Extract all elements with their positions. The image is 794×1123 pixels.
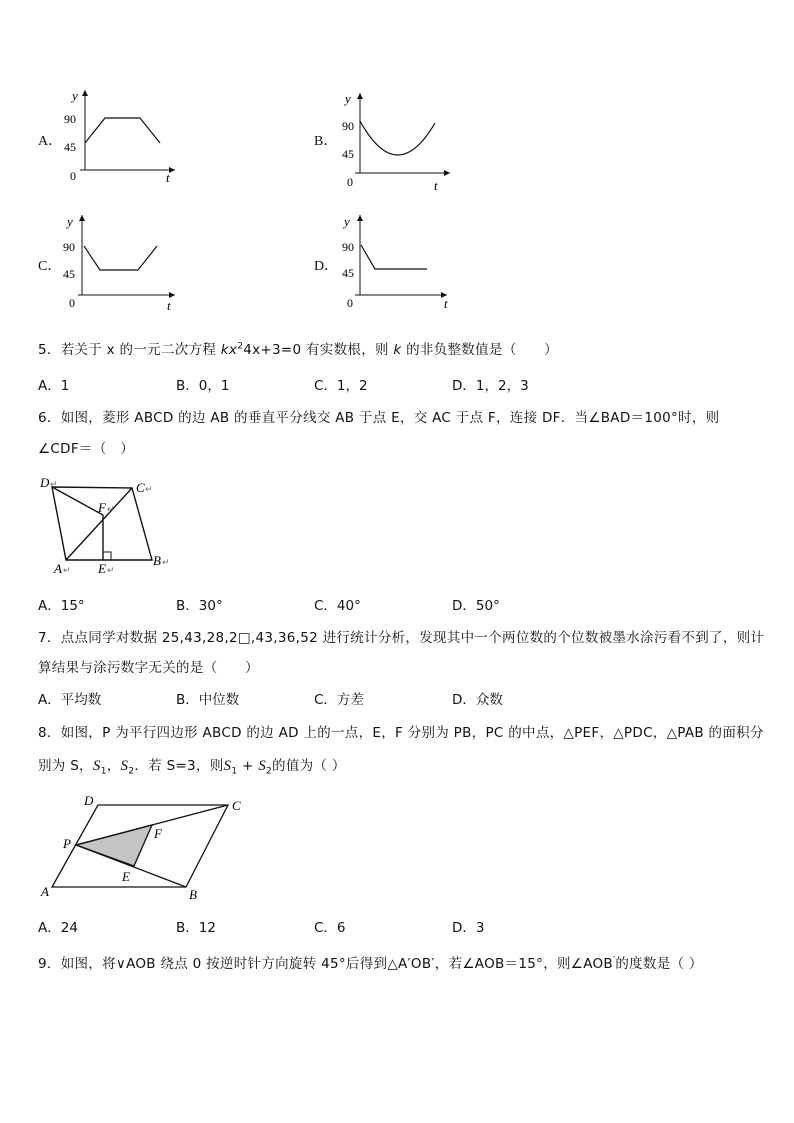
y-label: y [72, 88, 78, 103]
point-c: C [136, 480, 145, 495]
q5-suffix2: 的非负整数值是（ ） [401, 342, 558, 358]
q8-stem-line2 [38, 754, 346, 777]
point-e: E [122, 869, 130, 884]
y-tick-45: 45 [342, 147, 354, 161]
q8-option-c: C．6 [314, 920, 346, 936]
graph-c [60, 210, 180, 315]
q6-option-a: A．15° [38, 598, 85, 614]
y-label: y [345, 91, 351, 106]
graph-d-curve [361, 245, 427, 269]
point-b: B [153, 553, 161, 568]
graph-a [60, 85, 180, 190]
y-tick-90: 90 [64, 112, 76, 126]
point-e: E [98, 561, 106, 576]
q8-line2b: ．若 S=3，则 [134, 758, 224, 774]
q7-stem-line2: 算结果与涂污数字无关的是（ ） [38, 660, 259, 676]
point-b: B [189, 887, 197, 902]
q8-s1-sub: 1 [100, 766, 107, 777]
point-d: D [84, 793, 94, 808]
q8-sum-s1: S [223, 758, 232, 774]
right-angle-mark [103, 552, 111, 560]
t-label: t [166, 170, 170, 185]
graph-a-label: A． [38, 134, 63, 149]
q6-option-b: B．30° [176, 598, 223, 614]
graph-b [335, 88, 455, 193]
y-tick-90: 90 [63, 240, 75, 254]
origin-label: 0 [70, 169, 76, 183]
origin-label: 0 [347, 175, 353, 189]
graph-d-label: D． [314, 259, 339, 274]
graph-a-curve [85, 118, 160, 143]
q9-text1: 9．如图，将∨AOB 绕点 0 按逆时针方向旋转 45°后得到△A′OB′，若∠AOB＝15°，则∠AOB [38, 956, 613, 972]
q5-eq-sup: 2 [237, 341, 244, 352]
q5-stem [38, 338, 558, 358]
t-label: t [444, 296, 448, 311]
segment-df [52, 487, 103, 515]
q8-plus: + [237, 758, 259, 774]
point-c: C [232, 798, 241, 813]
graph-b-label: B． [314, 134, 338, 149]
y-tick-45: 45 [64, 140, 76, 154]
q8-line2a: 别为 S， [38, 758, 93, 774]
graph-c-curve [84, 246, 157, 270]
graph-c-label: C． [38, 259, 62, 274]
t-label: t [434, 178, 438, 193]
q5-eq-rest: 4x+3=0 [243, 342, 302, 358]
y-tick-90: 90 [342, 240, 354, 254]
q8-s2-sub: 2 [128, 766, 135, 777]
segment-pc [76, 805, 228, 845]
q5-option-a: A．1 [38, 378, 70, 394]
q8-option-d: D．3 [452, 920, 485, 936]
q8-sum-s1-sub: 1 [231, 766, 238, 777]
q5-k: k [393, 342, 402, 358]
q8-stem-line1: 8．如图，P 为平行四边形 ABCD 的边 AD 上的一点，E，F 分别为 PB，PC 的中点，△PEF，△PDC，△PAB 的面积分 [38, 725, 764, 741]
y-tick-45: 45 [63, 267, 75, 281]
q5-suffix1: 有实数根，则 [301, 342, 394, 358]
q5-option-b: B．0，1 [176, 378, 230, 394]
point-a: A [54, 561, 62, 576]
point-f: F [98, 500, 106, 515]
y-label: y [67, 214, 73, 229]
mark-f: ↵ [107, 504, 115, 514]
point-d: D [40, 475, 50, 490]
point-p: P [63, 836, 71, 851]
graph-d [335, 210, 455, 315]
q6-option-c: C．40° [314, 598, 361, 614]
q8-option-a: A．24 [38, 920, 78, 936]
origin-label: 0 [69, 296, 75, 310]
q7-option-a: A．平均数 [38, 692, 102, 708]
mark-d: ↵ [50, 479, 58, 489]
q8-parallelogram-figure [36, 790, 256, 905]
mark-b: ↵ [162, 557, 170, 567]
q8-sum-s2-sub: 2 [266, 766, 273, 777]
q8-sum-s2: S [258, 758, 266, 774]
rhombus-abcd [52, 487, 152, 560]
q7-stem-line1: 7．点点同学对数据 25,43,28,2□,43,36,52 进行统计分析，发现其中一个两位数的个位数被墨水涂污看不到了，则计 [38, 630, 765, 646]
q5-prefix: 5．若关于 x 的一元二次方程 [38, 342, 221, 358]
q9-stem [38, 952, 703, 972]
q7-option-d: D．众数 [452, 692, 503, 708]
q8-line2c: 的值为（ ） [272, 758, 346, 774]
graph-b-curve [360, 121, 435, 155]
q6-rhombus-figure [36, 472, 176, 582]
q7-option-b: B．中位数 [176, 692, 240, 708]
point-f: F [154, 826, 162, 841]
y-tick-45: 45 [342, 266, 354, 280]
mark-a: ↵ [63, 565, 71, 575]
q7-option-c: C．方差 [314, 692, 364, 708]
y-label: y [344, 214, 350, 229]
mark-e: ↵ [107, 565, 115, 575]
t-label: t [167, 298, 171, 313]
q6-option-d: D．50° [452, 598, 500, 614]
q8-option-b: B．12 [176, 920, 216, 936]
origin-label: 0 [347, 296, 353, 310]
q6-stem-line2: ∠CDF＝（ ） [38, 441, 135, 457]
q5-option-c: C．1，2 [314, 378, 368, 394]
q8-sep: ， [106, 758, 121, 774]
y-tick-90: 90 [342, 119, 354, 133]
q8-s1: S [92, 758, 101, 774]
q5-option-d: D．1，2，3 [452, 378, 529, 394]
q5-eq-k: kx [220, 342, 238, 358]
point-a: A [41, 884, 49, 899]
diagonal-ac [66, 488, 132, 560]
q9-text2: 的度数是（ ） [615, 956, 703, 972]
q9-prime: ′ [612, 955, 616, 966]
q8-s2: S [120, 758, 129, 774]
mark-c: ↵ [145, 484, 153, 494]
q6-stem-line1: 6．如图，菱形 ABCD 的边 AB 的垂直平分线交 AB 于点 E，交 AC 于点 F，连接 DF．当∠BAD＝100°时，则 [38, 410, 720, 426]
